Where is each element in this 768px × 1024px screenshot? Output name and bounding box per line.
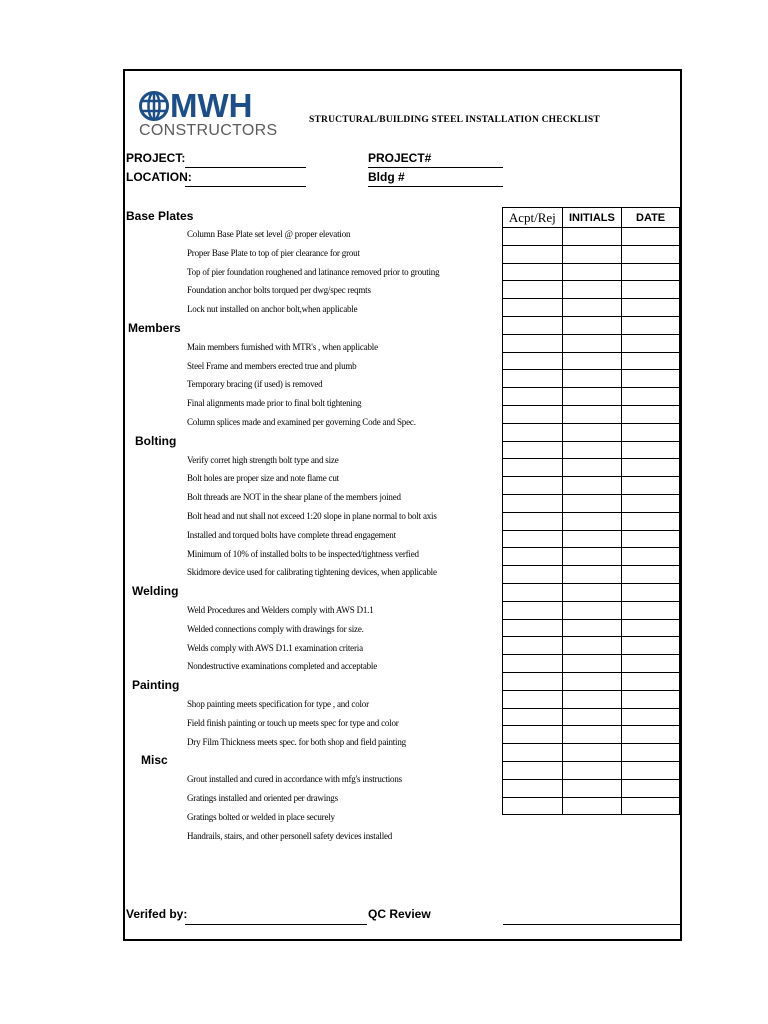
date-cell[interactable] bbox=[622, 245, 680, 263]
section-heading: Bolting bbox=[135, 433, 177, 448]
acpt-rej-cell[interactable] bbox=[503, 601, 563, 619]
checklist-item: Bolt head and nut shall not exceed 1:20 slope in plane normal to bolt axis bbox=[187, 511, 437, 521]
checklist-item: Field finish painting or touch up meets spec for type and color bbox=[187, 717, 399, 728]
document-title: STRUCTURAL/BUILDING STEEL INSTALLATION CHECKLIST bbox=[309, 115, 600, 125]
initials-cell[interactable] bbox=[562, 405, 622, 423]
checklist-item: Nondestructive examinations completed and acceptable bbox=[187, 661, 378, 672]
acpt-rej-cell[interactable] bbox=[503, 744, 563, 762]
date-cell[interactable] bbox=[622, 459, 680, 477]
acpt-rej-cell[interactable] bbox=[503, 352, 563, 370]
header-initials: INITIALS bbox=[562, 208, 622, 228]
qc-review-label: QC Review bbox=[368, 907, 431, 921]
date-cell[interactable] bbox=[622, 263, 680, 281]
signoff-row bbox=[503, 388, 680, 406]
initials-cell[interactable] bbox=[562, 228, 622, 246]
acpt-rej-cell[interactable] bbox=[503, 637, 563, 655]
signoff-row bbox=[503, 263, 680, 281]
globe-icon bbox=[139, 91, 169, 121]
signoff-row bbox=[503, 494, 680, 512]
initials-cell[interactable] bbox=[562, 708, 622, 726]
section-heading: Members bbox=[128, 321, 181, 335]
signoff-row bbox=[503, 566, 680, 584]
date-cell[interactable] bbox=[622, 530, 680, 548]
signoff-row bbox=[503, 601, 680, 619]
initials-cell[interactable] bbox=[562, 583, 622, 601]
acpt-rej-cell[interactable] bbox=[503, 316, 563, 334]
header-date: DATE bbox=[622, 208, 680, 228]
checklist-item: Steel Frame and members erected true and plumb bbox=[187, 360, 357, 371]
acpt-rej-cell[interactable] bbox=[503, 441, 563, 459]
acpt-rej-cell[interactable] bbox=[503, 423, 563, 441]
date-cell[interactable] bbox=[622, 779, 680, 797]
checklist-item: Gratings bolted or welded in place securely bbox=[187, 811, 335, 822]
section-heading: Base Plates bbox=[126, 209, 194, 223]
checklist-item: Top of pier foundation roughened and latinance removed prior to grouting bbox=[187, 266, 440, 277]
acpt-rej-cell[interactable] bbox=[503, 281, 563, 299]
acpt-rej-cell[interactable] bbox=[503, 797, 563, 815]
signoff-row bbox=[503, 459, 680, 477]
signoff-row bbox=[503, 370, 680, 388]
signoff-row bbox=[503, 655, 680, 673]
acpt-rej-cell[interactable] bbox=[503, 245, 563, 263]
section-heading: Painting bbox=[132, 678, 180, 693]
signoff-row bbox=[503, 441, 680, 459]
signoff-row bbox=[503, 797, 680, 815]
acpt-rej-cell[interactable] bbox=[503, 370, 563, 388]
checklist-item: Main members furnished with MTR's , when applicable bbox=[187, 341, 378, 352]
company-logo bbox=[139, 87, 278, 140]
acpt-rej-cell[interactable] bbox=[503, 566, 563, 584]
date-cell[interactable] bbox=[622, 548, 680, 566]
initials-cell[interactable] bbox=[562, 441, 622, 459]
header-acpt-rej: Acpt/Rej bbox=[503, 208, 563, 228]
checklist-item: Skidmore device used for calibrating tightening devices, when applicable bbox=[187, 567, 437, 578]
signoff-row bbox=[503, 619, 680, 637]
checklist-item: Foundation anchor bolts torqued per dwg/spec reqmts bbox=[187, 285, 371, 296]
checklist-item: Column splices made and examined per governing Code and Spec. bbox=[187, 417, 416, 427]
logo-subtitle: CONSTRUCTORS bbox=[139, 122, 278, 139]
logo-wordmark: MWH bbox=[170, 87, 253, 124]
date-cell[interactable] bbox=[622, 672, 680, 690]
initials-cell[interactable] bbox=[562, 423, 622, 441]
date-cell[interactable] bbox=[622, 566, 680, 584]
initials-cell[interactable] bbox=[562, 316, 622, 334]
date-cell[interactable] bbox=[622, 761, 680, 779]
date-cell[interactable] bbox=[622, 601, 680, 619]
checklist-item: Verify corret high strength bolt type and size bbox=[187, 454, 339, 465]
location-field[interactable] bbox=[185, 186, 306, 187]
date-cell[interactable] bbox=[622, 281, 680, 299]
checklist-item: Temporary bracing (if used) is removed bbox=[187, 379, 323, 390]
acpt-rej-cell[interactable] bbox=[503, 459, 563, 477]
initials-cell[interactable] bbox=[562, 726, 622, 744]
signoff-row bbox=[503, 744, 680, 762]
checklist-item: Dry Film Thickness meets spec. for both shop and field painting bbox=[187, 736, 406, 747]
signoff-row bbox=[503, 299, 680, 317]
signoff-row bbox=[503, 583, 680, 601]
date-cell[interactable] bbox=[622, 228, 680, 246]
signoff-row bbox=[503, 779, 680, 797]
acpt-rej-cell[interactable] bbox=[503, 672, 563, 690]
project-number-label: PROJECT# bbox=[368, 151, 432, 165]
table-header-row bbox=[503, 208, 680, 228]
date-cell[interactable] bbox=[622, 655, 680, 673]
signoff-row bbox=[503, 352, 680, 370]
verified-by-field[interactable] bbox=[185, 924, 367, 925]
date-cell[interactable] bbox=[622, 423, 680, 441]
signoff-row bbox=[503, 690, 680, 708]
section-heading: Misc bbox=[141, 753, 168, 768]
initials-cell[interactable] bbox=[562, 566, 622, 584]
initials-cell[interactable] bbox=[562, 245, 622, 263]
project-field[interactable] bbox=[185, 167, 306, 168]
signoff-table bbox=[502, 207, 680, 815]
acpt-rej-cell[interactable] bbox=[503, 583, 563, 601]
signoff-row bbox=[503, 512, 680, 530]
checklist-item: Column Base Plate set level @ proper elevation bbox=[187, 229, 351, 239]
date-cell[interactable] bbox=[622, 334, 680, 352]
initials-cell[interactable] bbox=[562, 672, 622, 690]
date-cell[interactable] bbox=[622, 477, 680, 495]
initials-cell[interactable] bbox=[562, 388, 622, 406]
date-cell[interactable] bbox=[622, 797, 680, 815]
acpt-rej-cell[interactable] bbox=[503, 299, 563, 317]
checklist-item: Minimum of 10% of installed bolts to be inspected/tightness verfied bbox=[187, 548, 419, 559]
initials-cell[interactable] bbox=[562, 637, 622, 655]
checklist-item: Gratings installed and oriented per drawings bbox=[187, 793, 338, 803]
checklist-item: Welded connections comply with drawings for size. bbox=[187, 623, 364, 634]
initials-cell[interactable] bbox=[562, 690, 622, 708]
initials-cell[interactable] bbox=[562, 263, 622, 281]
acpt-rej-cell[interactable] bbox=[503, 477, 563, 495]
location-label: LOCATION: bbox=[126, 170, 192, 184]
initials-cell[interactable] bbox=[562, 601, 622, 619]
signoff-row bbox=[503, 245, 680, 263]
checklist-item: Installed and torqued bolts have complete thread engagement bbox=[187, 529, 396, 540]
date-cell[interactable] bbox=[622, 388, 680, 406]
acpt-rej-cell[interactable] bbox=[503, 228, 563, 246]
acpt-rej-cell[interactable] bbox=[503, 388, 563, 406]
checklist-item: Welds comply with AWS D1.1 examination criteria bbox=[187, 642, 363, 653]
initials-cell[interactable] bbox=[562, 334, 622, 352]
project-label: PROJECT: bbox=[126, 151, 186, 165]
bldg-label: Bldg # bbox=[368, 170, 405, 184]
initials-cell[interactable] bbox=[562, 299, 622, 317]
project-number-field[interactable] bbox=[368, 167, 503, 168]
checklist-item: Grout installed and cured in accordance with mfg's instructions bbox=[187, 774, 402, 785]
date-cell[interactable] bbox=[622, 619, 680, 637]
acpt-rej-cell[interactable] bbox=[503, 530, 563, 548]
date-cell[interactable] bbox=[622, 494, 680, 512]
acpt-rej-cell[interactable] bbox=[503, 619, 563, 637]
initials-cell[interactable] bbox=[562, 530, 622, 548]
initials-cell[interactable] bbox=[562, 779, 622, 797]
acpt-rej-cell[interactable] bbox=[503, 405, 563, 423]
signoff-row bbox=[503, 672, 680, 690]
signoff-row bbox=[503, 548, 680, 566]
signoff-row bbox=[503, 334, 680, 352]
date-cell[interactable] bbox=[622, 690, 680, 708]
initials-cell[interactable] bbox=[562, 370, 622, 388]
date-cell[interactable] bbox=[622, 726, 680, 744]
acpt-rej-cell[interactable] bbox=[503, 263, 563, 281]
date-cell[interactable] bbox=[622, 299, 680, 317]
acpt-rej-cell[interactable] bbox=[503, 512, 563, 530]
date-cell[interactable] bbox=[622, 637, 680, 655]
initials-cell[interactable] bbox=[562, 459, 622, 477]
signoff-row bbox=[503, 281, 680, 299]
bldg-field[interactable] bbox=[368, 186, 503, 187]
initials-cell[interactable] bbox=[562, 352, 622, 370]
date-cell[interactable] bbox=[622, 708, 680, 726]
acpt-rej-cell[interactable] bbox=[503, 690, 563, 708]
initials-cell[interactable] bbox=[562, 761, 622, 779]
acpt-rej-cell[interactable] bbox=[503, 494, 563, 512]
acpt-rej-cell[interactable] bbox=[503, 548, 563, 566]
initials-cell[interactable] bbox=[562, 744, 622, 762]
date-cell[interactable] bbox=[622, 744, 680, 762]
date-cell[interactable] bbox=[622, 512, 680, 530]
signoff-row bbox=[503, 530, 680, 548]
initials-cell[interactable] bbox=[562, 477, 622, 495]
initials-cell[interactable] bbox=[562, 797, 622, 815]
signoff-row bbox=[503, 726, 680, 744]
signoff-row bbox=[503, 761, 680, 779]
initials-cell[interactable] bbox=[562, 548, 622, 566]
initials-cell[interactable] bbox=[562, 619, 622, 637]
date-cell[interactable] bbox=[622, 352, 680, 370]
signoff-row bbox=[503, 228, 680, 246]
section-heading: Welding bbox=[132, 584, 179, 599]
checklist-item: Lock nut installed on anchor bolt,when applicable bbox=[187, 304, 358, 315]
checklist-item: Weld Procedures and Welders comply with AWS D1.1 bbox=[187, 605, 374, 615]
initials-cell[interactable] bbox=[562, 494, 622, 512]
qc-review-field[interactable] bbox=[503, 924, 681, 925]
checklist-page bbox=[123, 69, 682, 941]
signoff-row bbox=[503, 316, 680, 334]
date-cell[interactable] bbox=[622, 316, 680, 334]
signoff-row bbox=[503, 637, 680, 655]
initials-cell[interactable] bbox=[562, 512, 622, 530]
initials-cell[interactable] bbox=[562, 655, 622, 673]
acpt-rej-cell[interactable] bbox=[503, 779, 563, 797]
date-cell[interactable] bbox=[622, 583, 680, 601]
date-cell[interactable] bbox=[622, 441, 680, 459]
checklist-item: Bolt threads are NOT in the shear plane of the members joined bbox=[187, 492, 401, 503]
checklist-item: Bolt holes are proper size and note flame cut bbox=[187, 473, 339, 484]
signoff-row bbox=[503, 423, 680, 441]
acpt-rej-cell[interactable] bbox=[503, 655, 563, 673]
checklist-item: Proper Base Plate to top of pier clearance for grout bbox=[187, 247, 360, 258]
verified-by-label: Verifed by: bbox=[126, 907, 188, 921]
acpt-rej-cell[interactable] bbox=[503, 708, 563, 726]
checklist-item: Shop painting meets specification for type , and color bbox=[187, 699, 369, 709]
acpt-rej-cell[interactable] bbox=[503, 726, 563, 744]
checklist-item: Handrails, stairs, and other personell safety devices installed bbox=[187, 830, 393, 841]
signoff-row bbox=[503, 708, 680, 726]
initials-cell[interactable] bbox=[562, 281, 622, 299]
acpt-rej-cell[interactable] bbox=[503, 334, 563, 352]
date-cell[interactable] bbox=[622, 405, 680, 423]
signoff-row bbox=[503, 477, 680, 495]
checklist-item: Final alignments made prior to final bolt tightening bbox=[187, 398, 362, 409]
date-cell[interactable] bbox=[622, 370, 680, 388]
acpt-rej-cell[interactable] bbox=[503, 761, 563, 779]
signoff-row bbox=[503, 405, 680, 423]
